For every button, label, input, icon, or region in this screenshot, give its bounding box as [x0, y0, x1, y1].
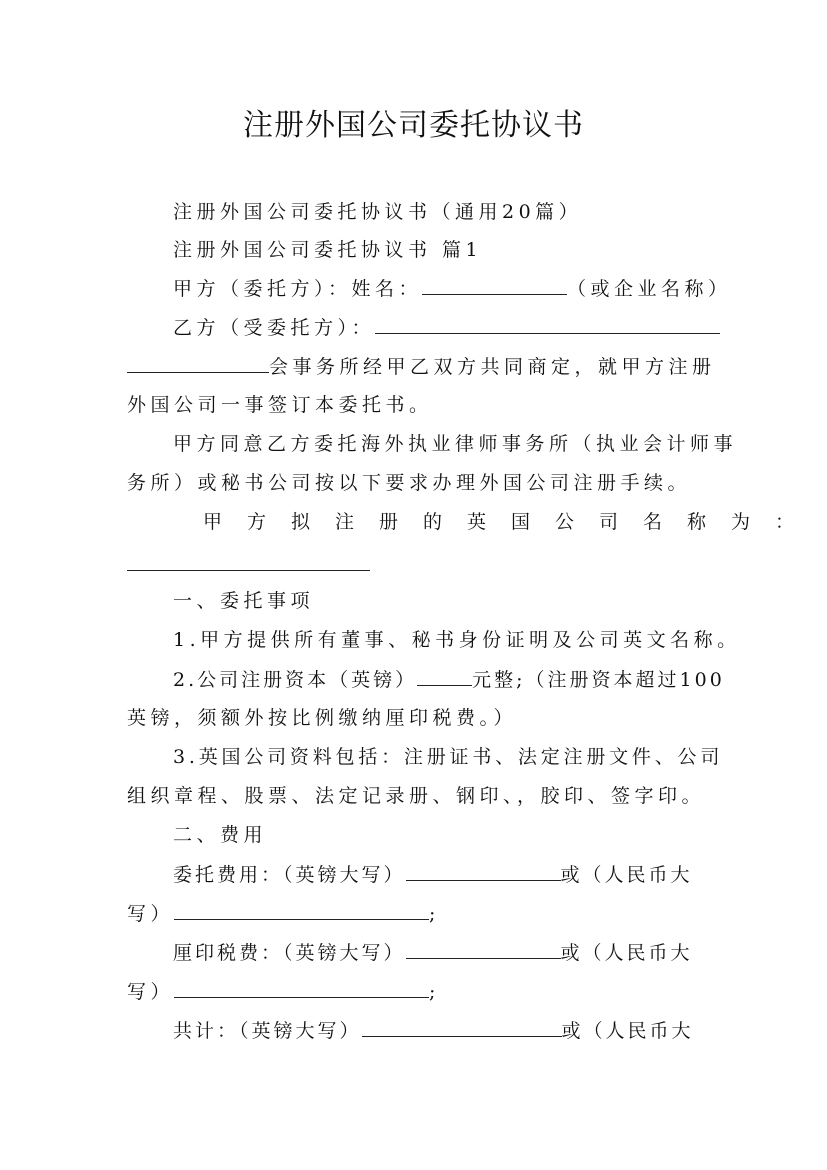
firm-blank — [127, 352, 269, 373]
fee-rmb-label: 或（人民币大 — [561, 1020, 694, 1042]
item-line: 英镑，须额外按比例缴纳厘印税费。） — [127, 707, 518, 729]
total-gbp-blank — [362, 1016, 562, 1037]
section-heading: 注册外国公司委托协议书 篇1 — [173, 239, 483, 261]
tax-gbp-blank — [406, 938, 561, 959]
paragraph-line: 务所）或秘书公司按以下要求办理外国公司注册手续。 — [127, 472, 692, 494]
party-a-suffix: （或企业名称） — [567, 278, 732, 300]
company-name-blank — [127, 570, 370, 571]
fee-rmb-label: 或（人民币大 — [560, 864, 693, 886]
tax-rmb-blank — [174, 977, 429, 998]
item-text: 2.公司注册资本（英镑） — [173, 669, 418, 691]
fee-line — [127, 977, 440, 1006]
fee-label: 厘印税费：（英镑大写） — [173, 942, 406, 964]
name-blank — [422, 274, 567, 295]
fee-line — [173, 860, 693, 889]
item-line — [173, 665, 725, 694]
item-line: 组织章程、股票、法定记录册、钢印、，胶印、签字印。 — [127, 785, 706, 807]
fee-rmb-label: 或（人民币大 — [560, 942, 693, 964]
item-text: 元整;（注册资本超过100 — [472, 669, 725, 691]
paragraph-line: 外国公司一事签订本委托书。 — [127, 394, 433, 416]
fee-rmb-label: 写） — [127, 903, 175, 925]
fee-end: ; — [429, 903, 440, 925]
paragraph-line: 甲方同意乙方委托海外执业律师事务所（执业会计师事 — [173, 433, 738, 455]
fee-label: 委托费用：（英镑大写） — [173, 864, 406, 886]
document-title: 注册外国公司委托协议书 — [243, 108, 584, 143]
company-name-line: 甲方拟注册的英国公司名称为： — [203, 511, 820, 533]
paragraph-text: 会事务所经甲乙双方共同商定，就甲方注册 — [269, 356, 716, 378]
section-heading: 一、委托事项 — [173, 590, 315, 612]
fee-rmb-label: 写） — [127, 981, 175, 1003]
fee-end: ; — [429, 981, 440, 1003]
capital-blank — [417, 665, 472, 686]
fee-line — [127, 899, 440, 928]
item-line: 3.英国公司资料包括：注册证书、法定注册文件、公司 — [173, 746, 724, 768]
party-b-blank — [375, 313, 720, 334]
subtitle-line: 注册外国公司委托协议书（通用20篇） — [173, 201, 583, 223]
party-b-label: 乙方（受委托方）： — [173, 317, 376, 339]
fee-gbp-blank — [406, 860, 561, 881]
fee-line — [173, 938, 693, 967]
item-line: 1.甲方提供所有董事、秘书身份证明及公司英文名称。 — [173, 629, 741, 651]
party-a-line — [173, 274, 732, 303]
fee-line — [173, 1016, 694, 1045]
party-b-line — [173, 313, 720, 342]
fee-rmb-blank — [174, 899, 429, 920]
party-a-label: 甲方（委托方）：姓名： — [173, 278, 423, 300]
fee-label: 共计：（英镑大写） — [173, 1020, 362, 1042]
section-heading: 二、费用 — [173, 824, 268, 846]
paragraph-line — [127, 352, 716, 381]
